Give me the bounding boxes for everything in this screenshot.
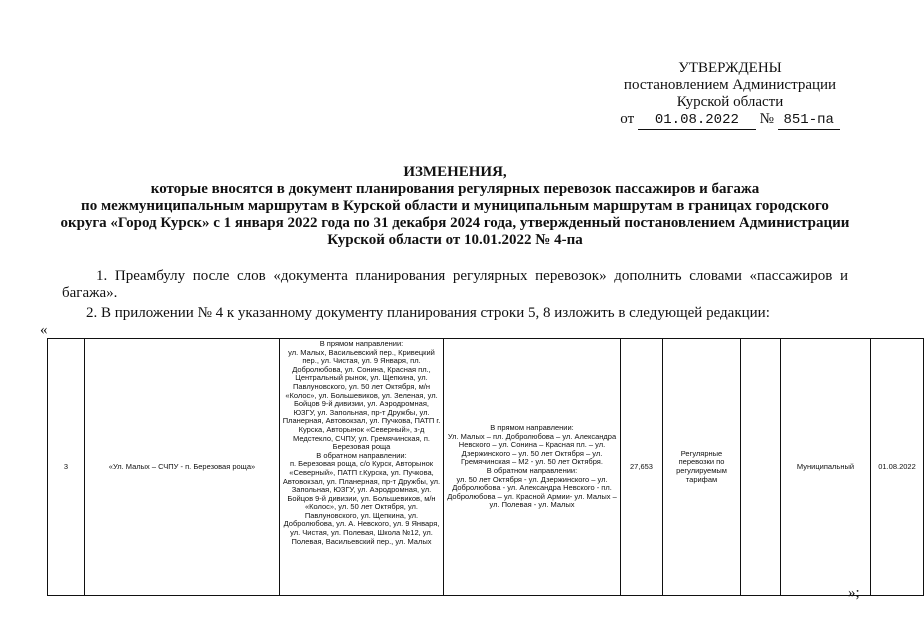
title-line-2: которые вносятся в документ планирования регулярных перевозок пассажиров и багажа [150,181,760,197]
approval-heading: УТВЕРЖДЕНЫ [678,60,782,76]
closing-quote: »; [848,585,860,601]
route-roads [444,339,621,596]
route-name: «Ул. Малых – СЧПУ - п. Березовая роща» [85,339,280,596]
streets-backward-heading: В обратном направлении: [316,450,407,460]
roads-backward-heading: В обратном направлении: [486,466,578,475]
fare-type: Регулярные перевозки по регулируемым тарифам [663,339,741,596]
roads-forward: Ул. Малых – пл. Добролюбова – ул. Александра Невского – ул. Сонина – Красная пл. – ул. Дзержинского – ул. 50 лет Октября – ул. Гремячинская – М2 - ул. 50 лет Октября. [447,431,617,467]
approval-number: 851-па [778,112,840,130]
approval-date-number [600,111,860,130]
routes-table [47,338,924,596]
approval-date: 01.08.2022 [638,112,756,130]
paragraph-1: 1. Преамбулу после слов «документа планирования регулярных перевозок» дополнить словами «пассажиров и багажа». [62,268,848,301]
vehicle-class [741,339,781,596]
paragraph-2: 2. В приложении № 4 к указанному документу планирования строки 5, 8 изложить в следующей редакции: [86,305,770,321]
carrier-type: Муниципальный [781,339,871,596]
route-number: 3 [48,339,85,596]
approval-line-2: Курской области [676,94,784,110]
streets-backward: п. Березовая роща, с/о Курск, Авторынок «Северный», ПАТП г.Курска, ул. Пучкова, Автовокзал, ул. Планерная, пр-т Дружбы, ул. Запольная, ЮЗГУ, ул. Аэродромная, ул. Бойцов 9-й дивизии, ул. Большевиков, м/н «Колос», ул. 50 лет Октября, ул. Павлуновского, ул. Щепкина, ул. Добролюбова, ул. А. Невского, ул. 9 Января, ул. Чистая, ул. Полевая, Школа №12, ул. Полевая, Васильевский пер., ул. Малых [282,459,441,546]
title-line-3: по межмуниципальным маршрутам в Курской области и муниципальным маршрутам в границах городского [81,198,829,214]
start-date: 01.08.2022 [871,339,924,596]
approval-line-1: постановлением Администрации [623,77,837,93]
route-streets [280,339,444,596]
streets-forward: ул. Малых, Васильевский пер., Кривецкий пер., ул. Чистая, ул. 9 Января, пл. Добролюбова, ул. Сонина, Красная пл., Центральный рынок, ул. Щепкина, ул. Павлуновского, ул. 50 лет Октября, м/н «Колос», ул. Большевиков, ул. Зеленая, ул. Бойцов 9-й дивизии, ул. Аэродромная, ЮЗГУ, ул. Запольная, пр-т Дружбы, ул. Планерная, Автовокзал, ул. Пучкова, ПАТП г. Курска, Авторынок «Северный», з-д Медстекло, СЧПУ, ул. Гремячинская, п. Березовая роща [282,347,441,452]
title-line-5: Курской области от 10.01.2022 № 4-па [327,232,583,248]
approval-block [600,60,860,130]
number-prefix: № [759,111,774,127]
document-title [60,164,850,249]
streets-forward-heading: В прямом направлении: [319,339,404,348]
roads-backward: ул. 50 лет Октября - ул. Дзержинского – ул. Добролюбова - ул. Александра Невского - пл. Добролюбова – ул. Красной Армии- ул. Малых – ул. Полевая - ул. Малых [447,474,617,510]
title-line-1: ИЗМЕНЕНИЯ, [403,164,507,180]
table-row [48,339,924,596]
title-line-4: округа «Город Курск» с 1 января 2022 года по 31 декабря 2024 года, утвержденный постановлением Администрации [60,215,850,231]
date-prefix: от [620,111,635,127]
roads-forward-heading: В прямом направлении: [490,423,574,433]
route-length: 27,653 [621,339,663,596]
opening-quote: « [40,322,48,338]
